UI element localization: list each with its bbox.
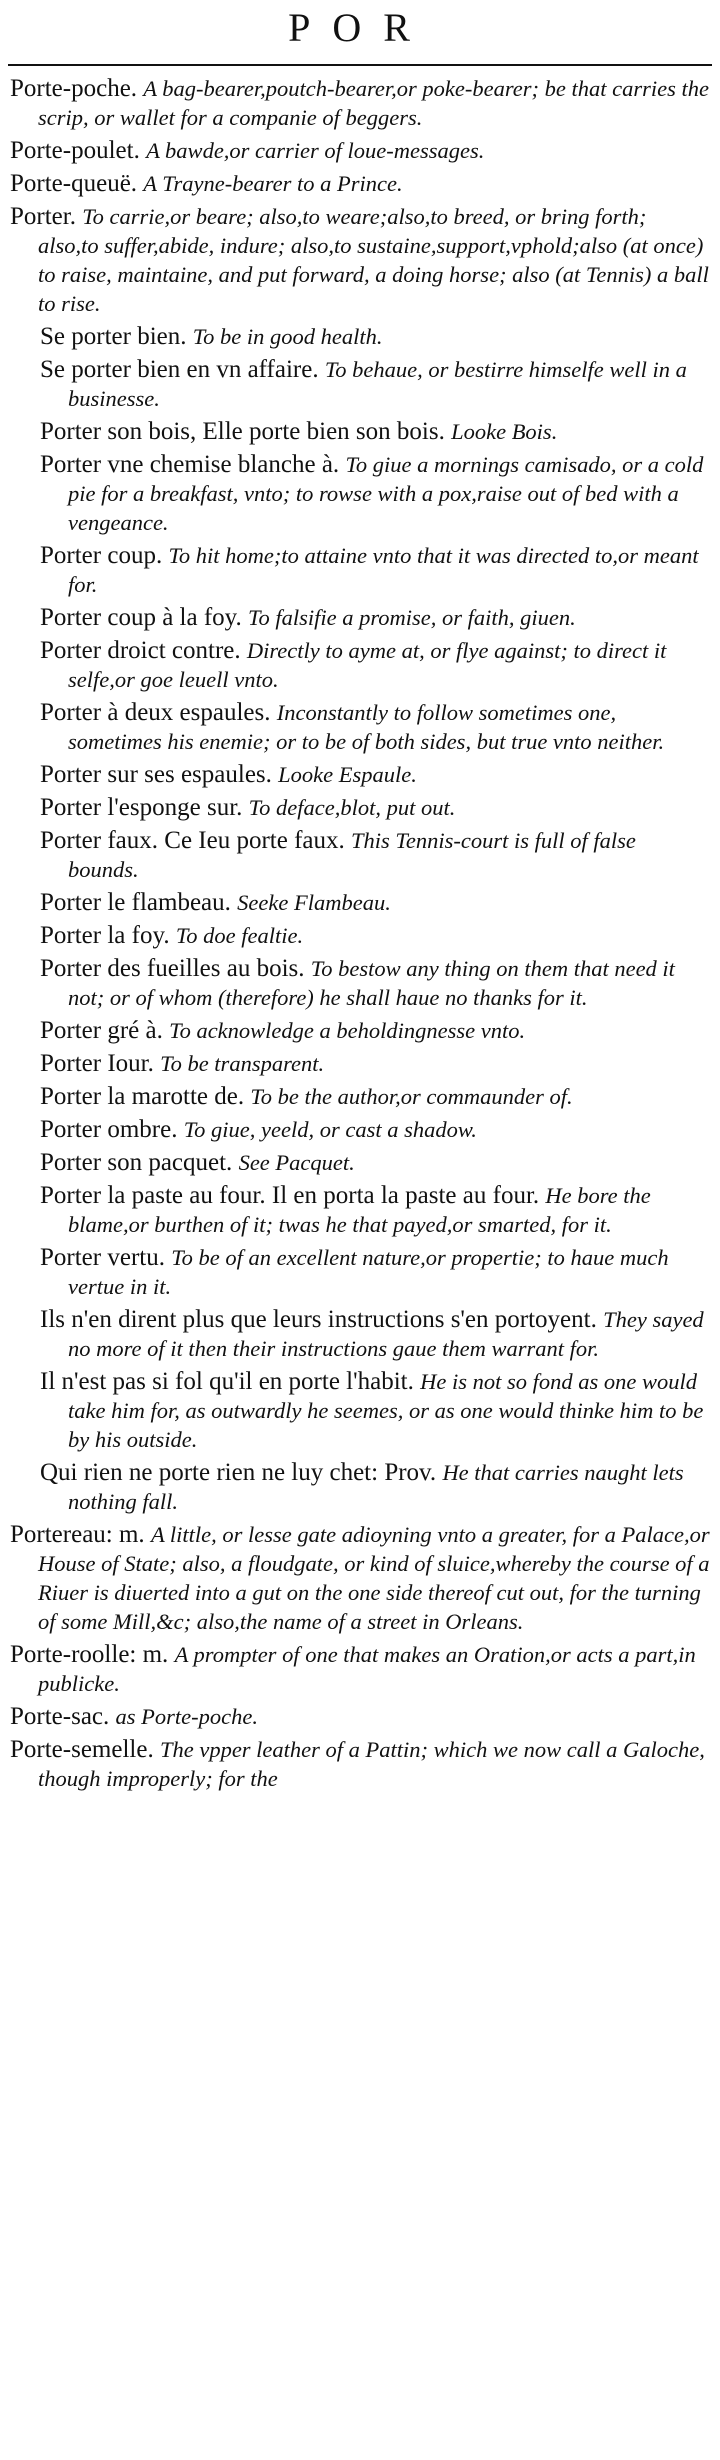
- entry-definition: as Porte-poche.: [115, 1704, 258, 1729]
- entry-definition: They sayed no more of it then their instructions gaue them warrant for.: [68, 1307, 704, 1361]
- entry-headword: Porter faux. Ce Ieu porte faux.: [40, 827, 345, 854]
- entry-headword: Porte-roolle: m.: [10, 1641, 169, 1668]
- sub-entry: [10, 1458, 710, 1516]
- dictionary-entry: [10, 136, 710, 165]
- entry-headword: Porter droict contre.: [40, 637, 241, 664]
- entry-definition: A bawde,or carrier of loue-messages.: [146, 138, 485, 163]
- entry-definition: Inconstantly to follow sometimes one, sometimes his enemie; or to be of both sides, but true vnto neither.: [68, 700, 665, 754]
- entry-definition: To carrie,or beare; also,to weare;also,to breed, or bring forth; also,to suffer,abide, indure; also,to sustaine,support,vphold;also (at once) to raise, maintaine, and put forward, a doing horse; also (at Tennis) a ball to rise.: [38, 204, 709, 316]
- entry-headword: Porter gré à.: [40, 1017, 163, 1044]
- entry-definition: To hit home;to attaine vnto that it was directed to,or meant for.: [68, 543, 699, 597]
- sub-entry: [10, 541, 710, 599]
- entry-headword: Porter coup à la foy.: [40, 604, 242, 631]
- entry-headword: Se porter bien en vn affaire.: [40, 356, 319, 383]
- entry-definition: Looke Espaule.: [278, 762, 417, 787]
- sub-entry: [10, 888, 710, 917]
- entry-headword: Qui rien ne porte rien ne luy chet: Prov.: [40, 1459, 437, 1486]
- dictionary-entry: [10, 169, 710, 198]
- sub-entry: [10, 954, 710, 1012]
- entry-definition: To be in good health.: [192, 324, 383, 349]
- entry-definition: To falsifie a promise, or faith, giuen.: [248, 605, 576, 630]
- sub-entry: [10, 1243, 710, 1301]
- sub-entry: [10, 355, 710, 413]
- sub-entry: [10, 636, 710, 694]
- entry-definition: He is not so fond as one would take him for, as outwardly he seemes, or as one would thinke him to be by his outside.: [68, 1369, 704, 1452]
- sub-entry: [10, 921, 710, 950]
- entry-definition: A Trayne-bearer to a Prince.: [143, 171, 403, 196]
- entry-definition: To be transparent.: [160, 1051, 325, 1076]
- entry-headword: Porter l'esponge sur.: [40, 794, 243, 821]
- entry-headword: Porte-sac.: [10, 1703, 110, 1730]
- entry-headword: Il n'est pas si fol qu'il en porte l'habit.: [40, 1368, 414, 1395]
- sub-entry: [10, 1049, 710, 1078]
- entry-headword: Ils n'en dirent plus que leurs instructions s'en portoyent.: [40, 1306, 597, 1333]
- entry-headword: Porter ombre.: [40, 1116, 178, 1143]
- entry-headword: Porter coup.: [40, 542, 163, 569]
- entry-headword: Se porter bien.: [40, 323, 187, 350]
- entry-definition: He that carries naught lets nothing fall.: [68, 1460, 684, 1514]
- sub-entry: [10, 793, 710, 822]
- entry-headword: Porter des fueilles au bois.: [40, 955, 305, 982]
- dictionary-entry: [10, 1640, 710, 1698]
- sub-entry: [10, 760, 710, 789]
- entry-definition: To bestow any thing on them that need it not; or of whom (therefore) he shall haue no thanks for it.: [68, 956, 675, 1010]
- entry-definition: A bag-bearer,poutch-bearer,or poke-bearer; be that carries the scrip, or wallet for a companie of beggers.: [38, 76, 710, 130]
- entry-definition: To be the author,or commaunder of.: [250, 1084, 573, 1109]
- sub-entry: [10, 1305, 710, 1363]
- entry-definition: To behaue, or bestirre himselfe well in a businesse.: [68, 357, 687, 411]
- dictionary-entry: [10, 202, 710, 318]
- entry-definition: To giue a mornings camisado, or a cold pie for a breakfast, vnto; to rowse with a pox,raise out of bed with a vengeance.: [68, 452, 704, 535]
- entry-headword: Porter son pacquet.: [40, 1149, 233, 1176]
- sub-entry: [10, 1367, 710, 1454]
- sub-entry: [10, 1016, 710, 1045]
- entry-headword: Porter la foy.: [40, 922, 170, 949]
- dictionary-entry: [10, 1735, 710, 1793]
- entry-headword: Porte-queuë.: [10, 170, 138, 197]
- sub-entry: [10, 1115, 710, 1144]
- entry-headword: Porter vne chemise blanche à.: [40, 451, 340, 478]
- page-header: POR: [288, 5, 432, 50]
- entry-definition: Directly to ayme at, or flye against; to direct it selfe,or goe leuell vnto.: [68, 638, 667, 692]
- entry-definition: To giue, yeeld, or cast a shadow.: [183, 1117, 477, 1142]
- entry-definition: A little, or lesse gate adioyning vnto a greater, for a Palace,or House of State; also, a floudgate, or kind of sluice,whereby the course of a Riuer is diuerted into a gut on the one side thereof cut out, for the turning of some Mill,&c; also,the name of a street in Orleans.: [38, 1522, 710, 1634]
- sub-entry: [10, 322, 710, 351]
- entry-headword: Porte-poulet.: [10, 137, 140, 164]
- entry-definition: To deface,blot, put out.: [248, 795, 456, 820]
- entry-headword: Porte-poche.: [10, 75, 138, 102]
- entry-headword: Porter la paste au four. Il en porta la paste au four.: [40, 1182, 540, 1209]
- entry-definition: See Pacquet.: [238, 1150, 355, 1175]
- entry-headword: Porter le flambeau.: [40, 889, 231, 916]
- entry-definition: A prompter of one that makes an Oration,or acts a part,in publicke.: [38, 1642, 696, 1696]
- sub-entry: [10, 450, 710, 537]
- sub-entry: [10, 1082, 710, 1111]
- entry-headword: Porter.: [10, 203, 76, 230]
- entry-headword: Porter sur ses espaules.: [40, 761, 272, 788]
- entry-definition: To acknowledge a beholdingnesse vnto.: [169, 1018, 526, 1043]
- entry-definition: To doe fealtie.: [175, 923, 304, 948]
- entry-definition: This Tennis-court is full of false bounds.: [68, 828, 636, 882]
- entry-headword: Porte-semelle.: [10, 1736, 154, 1763]
- entry-headword: Porter la marotte de.: [40, 1083, 245, 1110]
- entry-definition: The vpper leather of a Pattin; which we now call a Galoche, though improperly; for the: [38, 1737, 705, 1791]
- entry-definition: Looke Bois.: [451, 419, 558, 444]
- dictionary-entry: [10, 1702, 710, 1731]
- entry-headword: Porter Iour.: [40, 1050, 154, 1077]
- sub-entry: [10, 826, 710, 884]
- entry-headword: Porter à deux espaules.: [40, 699, 271, 726]
- sub-entry: [10, 1181, 710, 1239]
- dictionary-entry: [10, 74, 710, 132]
- entry-definition: Seeke Flambeau.: [237, 890, 391, 915]
- sub-entry: [10, 417, 710, 446]
- entry-list: [0, 66, 720, 1793]
- entry-definition: He bore the blame,or burthen of it; twas he that payed,or smarted, for it.: [68, 1183, 651, 1237]
- dictionary-entry: [10, 1520, 710, 1636]
- sub-entry: [10, 698, 710, 756]
- sub-entry: [10, 1148, 710, 1177]
- entry-definition: To be of an excellent nature,or propertie; to haue much vertue in it.: [68, 1245, 669, 1299]
- entry-headword: Porter vertu.: [40, 1244, 165, 1271]
- entry-headword: Portereau: m.: [10, 1521, 145, 1548]
- entry-headword: Porter son bois, Elle porte bien son bois.: [40, 418, 445, 445]
- sub-entry: [10, 603, 710, 632]
